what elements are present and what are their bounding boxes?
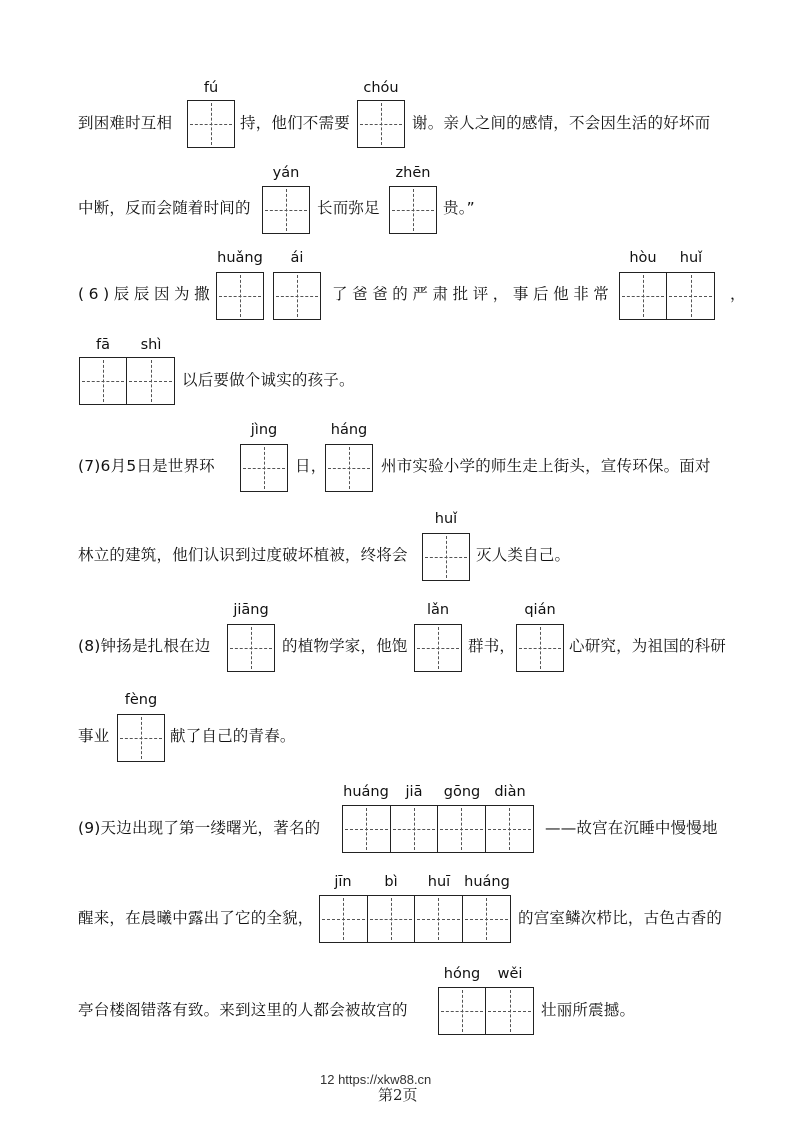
pinyin-fu: fú (203, 80, 219, 96)
line-8-text-b: 献了自己的青春。 (170, 727, 296, 745)
answer-box-chou[interactable] (357, 100, 405, 148)
answer-box-jinbihuihuang[interactable] (319, 895, 511, 943)
answer-box-jiang[interactable] (227, 624, 275, 672)
line-10-text-b: 的宫室鳞次栉比，古色古香的 (518, 909, 723, 927)
line-3-text-c: ， (730, 285, 746, 303)
pinyin-hong: hóng (443, 966, 481, 982)
answer-box-lan[interactable] (414, 624, 462, 672)
line-5-text-c: 州市实验小学的师生走上街头，宣传环保。面对 (381, 457, 711, 475)
pinyin-lan: lǎn (426, 602, 450, 618)
pinyin-huang3: huáng (464, 874, 510, 890)
answer-box-qian[interactable] (516, 624, 564, 672)
pinyin-hang: háng (330, 422, 368, 438)
line-2-text-b: 长而弥足 (317, 199, 380, 217)
pinyin-fa: fā (96, 337, 110, 353)
pinyin-zhen: zhēn (395, 165, 431, 181)
line-1-text-c: 谢。亲人之间的感情，不会因生活的好坏而 (412, 114, 711, 132)
pinyin-gong: gōng (443, 784, 481, 800)
line-3-text-a: (6)辰辰因为撒 (78, 285, 215, 303)
line-11-text-a: 亭台楼阁错落有致。来到这里的人都会被故宫的 (78, 1001, 408, 1019)
pinyin-jin: jīn (334, 874, 352, 890)
pinyin-wei: wěi (497, 966, 523, 982)
line-5-text-a: (7)6月5日是世界环 (78, 457, 215, 475)
pinyin-hou: hòu (629, 250, 657, 266)
answer-box-fashi[interactable] (79, 357, 175, 405)
pinyin-jiang: jiāng (233, 602, 269, 618)
line-2-text-a: 中断，反而会随着时间的 (78, 199, 251, 217)
pinyin-dian: diàn (494, 784, 526, 800)
line-7-text-b: 的植物学家，他饱 (282, 637, 408, 655)
line-1-text-a: 到困难时互相 (78, 114, 173, 132)
answer-box-hongwei[interactable] (438, 987, 534, 1035)
pinyin-ai: ái (290, 250, 304, 266)
pinyin-jing: jìng (250, 422, 278, 438)
line-10-text-a: 醒来，在晨曦中露出了它的全貌， (78, 909, 314, 927)
pinyin-qian: qián (524, 602, 556, 618)
line-6-text-b: 灭人类自己。 (476, 546, 571, 564)
line-9-text-a: (9)天边出现了第一缕曙光，著名的 (78, 819, 321, 837)
pinyin-yan: yán (272, 165, 300, 181)
line-6-text-a: 林立的建筑，他们认识到过度破坏植被，终将会 (78, 546, 408, 564)
pinyin-huang2: huáng (343, 784, 389, 800)
answer-box-yan[interactable] (262, 186, 310, 234)
page-number: 第2页 (378, 1086, 418, 1104)
answer-box-hui-destroy[interactable] (422, 533, 470, 581)
pinyin-hui-splendid: huī (427, 874, 451, 890)
line-4-text-a: 以后要做个诚实的孩子。 (182, 371, 355, 389)
line-5-text-b: 日， (295, 457, 327, 475)
answer-box-jing[interactable] (240, 444, 288, 492)
answer-box-zhen[interactable] (389, 186, 437, 234)
answer-box-ai[interactable] (273, 272, 321, 320)
answer-box-huangjiagongdian[interactable] (342, 805, 534, 853)
answer-box-feng[interactable] (117, 714, 165, 762)
answer-box-fu[interactable] (187, 100, 235, 148)
pinyin-chou: chóu (363, 80, 399, 96)
line-11-text-b: 壮丽所震撼。 (541, 1001, 636, 1019)
pinyin-huang: huǎng (217, 250, 263, 266)
line-9-text-b: ——故宫在沉睡中慢慢地 (545, 819, 718, 837)
pinyin-feng: fèng (124, 692, 158, 708)
answer-box-houhui[interactable] (619, 272, 715, 320)
line-7-text-a: (8)钟扬是扎根在边 (78, 637, 211, 655)
line-3-text-b: 了爸爸的严肃批评，事后他非常 (332, 285, 614, 303)
pinyin-shi: shì (140, 337, 162, 353)
line-7-text-c: 群书， (468, 637, 516, 655)
pinyin-bi: bì (384, 874, 398, 890)
footer-url: 12 https://xkw88.cn (320, 1072, 432, 1087)
line-2-text-c: 贵。” (443, 199, 475, 217)
answer-box-huang[interactable] (216, 272, 264, 320)
line-8-text-a: 事业 (78, 727, 110, 745)
pinyin-hui-destroy: huǐ (434, 511, 458, 527)
pinyin-hui-regret: huǐ (679, 250, 703, 266)
line-7-text-d: 心研究，为祖国的科研 (569, 637, 727, 655)
answer-box-hang[interactable] (325, 444, 373, 492)
pinyin-jia: jiā (405, 784, 423, 800)
line-1-text-b: 持，他们不需要 (240, 114, 350, 132)
